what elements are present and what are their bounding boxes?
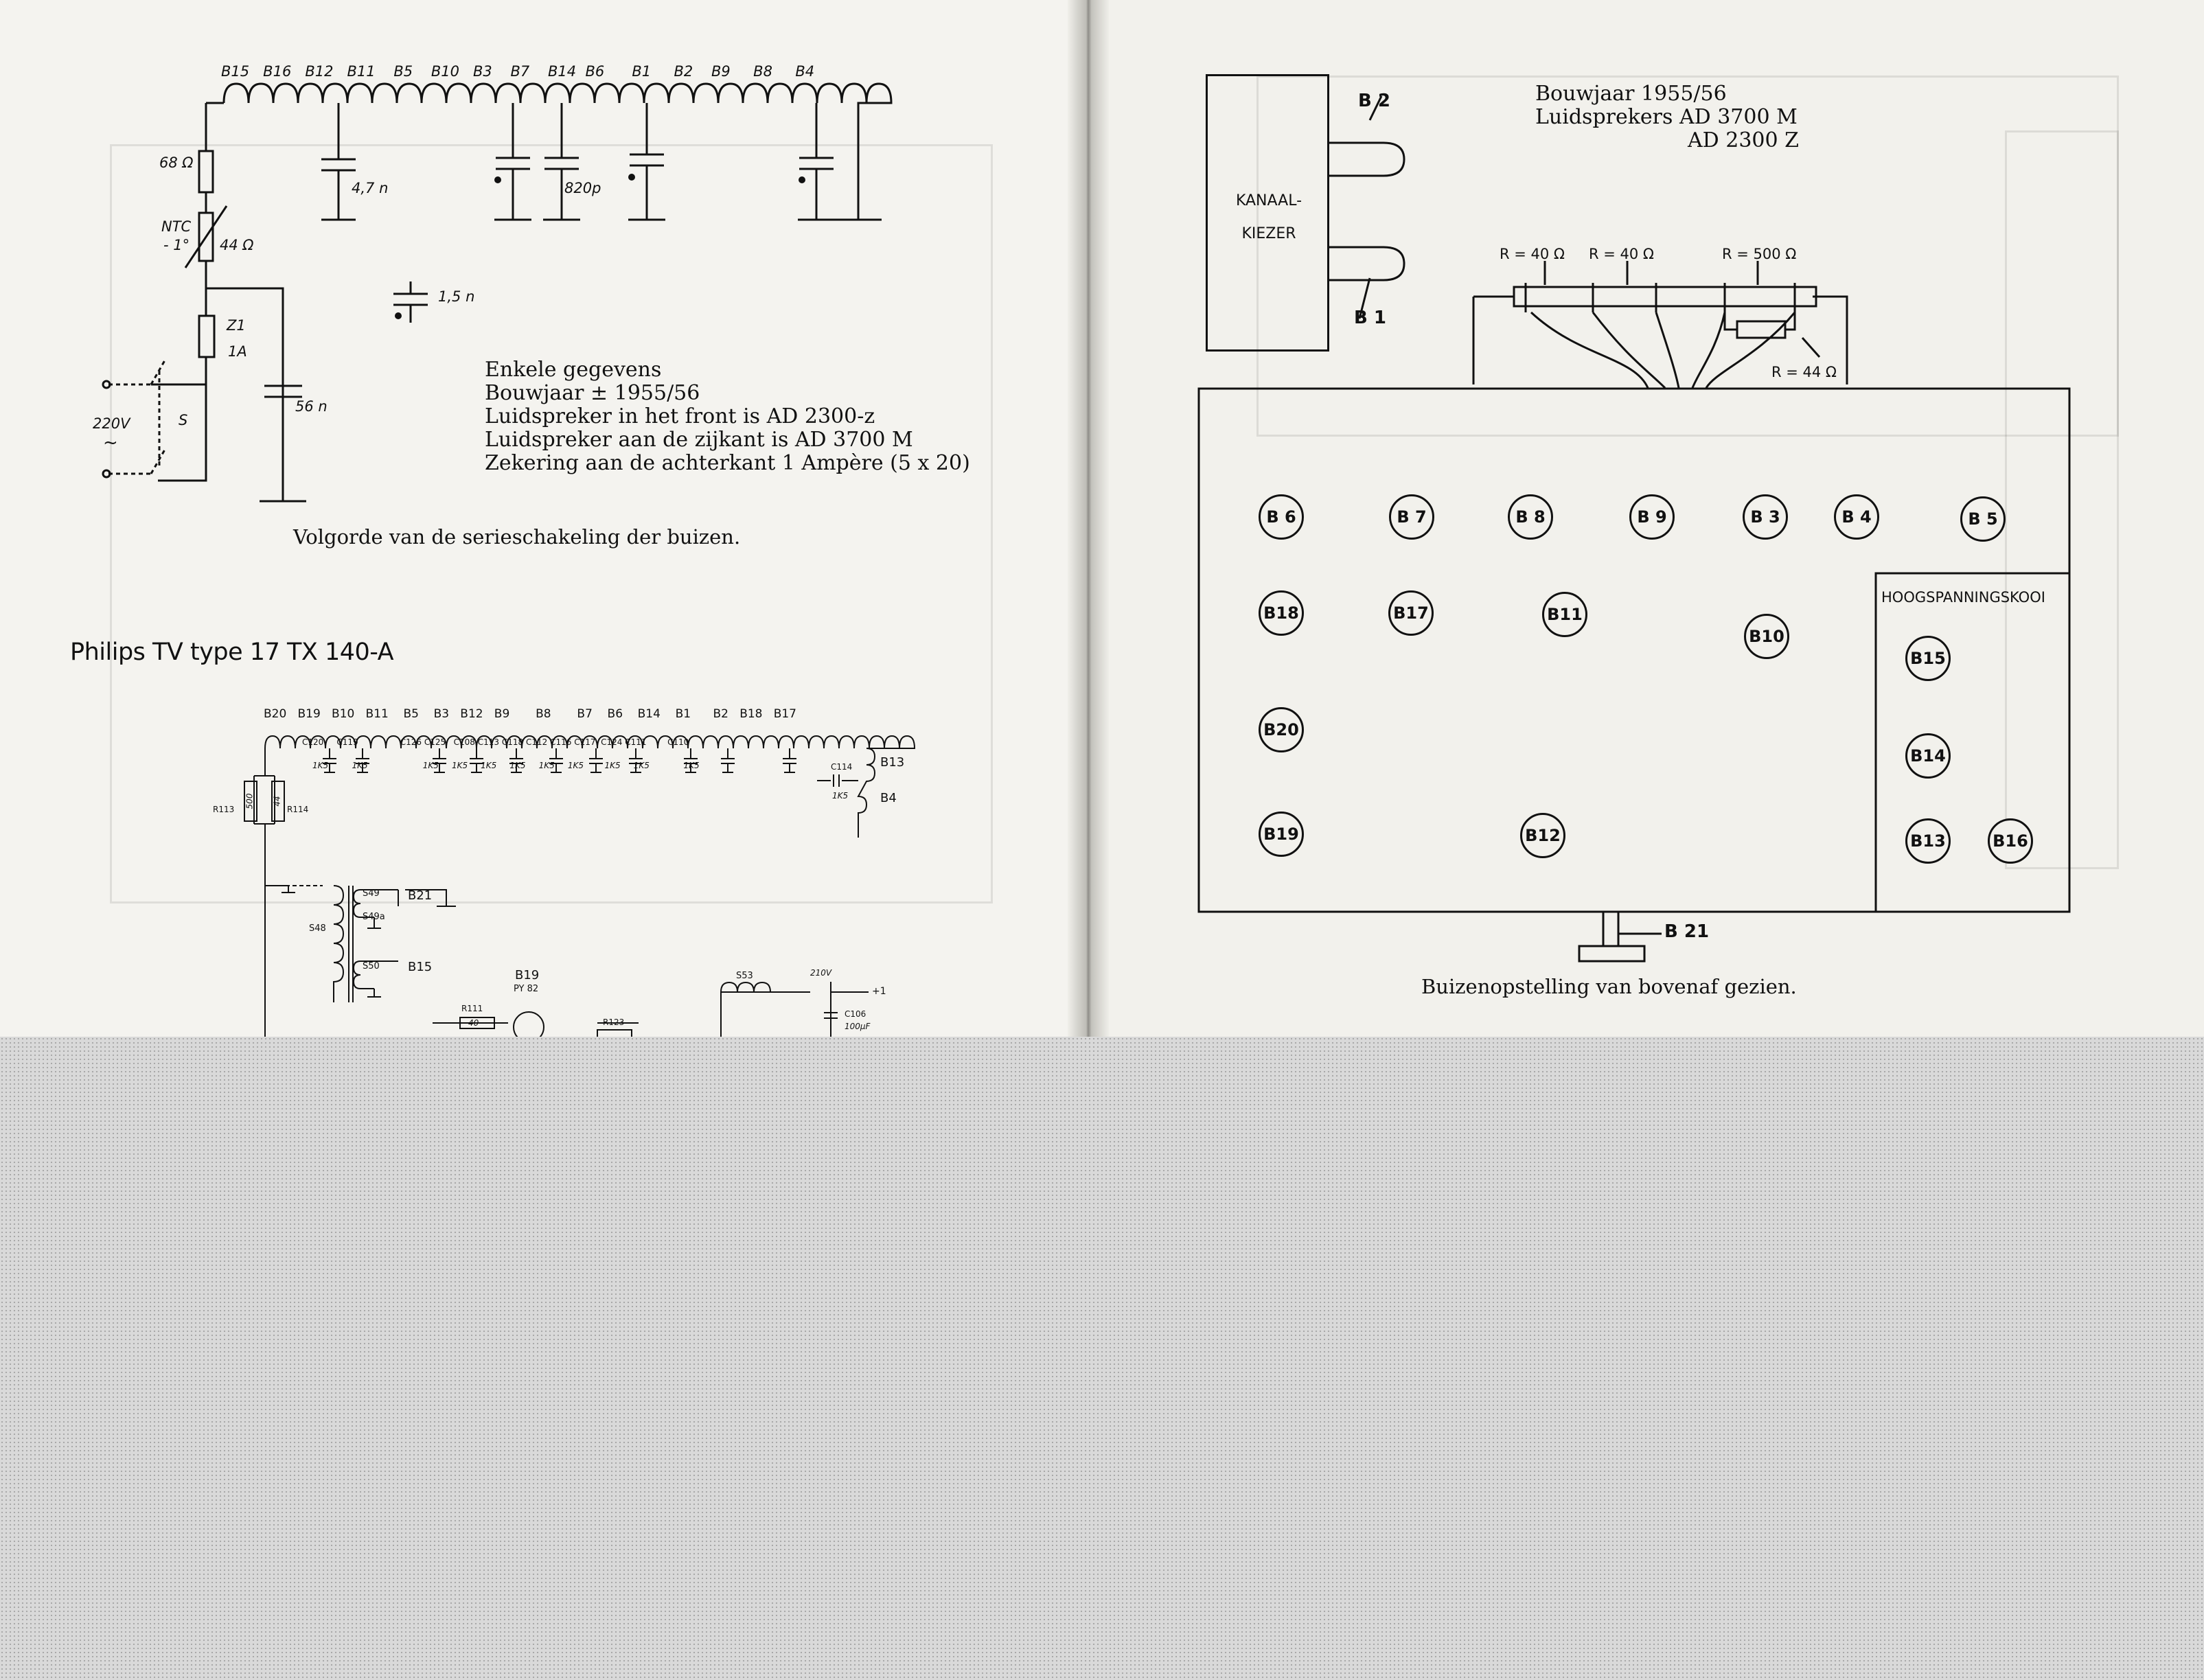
b4-label: B4	[880, 791, 897, 805]
resistor-label-2: R = 40 Ω	[1589, 246, 1654, 262]
info-speakers: Luidsprekers AD 3700 M	[1535, 105, 1798, 129]
notes-side: Luidspreker aan de zijkant is AD 3700 M	[485, 428, 913, 452]
layout-caption: Buizenopstelling van bovenaf gezien.	[1421, 975, 1797, 998]
resistor-label-3: R = 500 Ω	[1722, 246, 1797, 262]
r111-label: R111	[461, 1004, 483, 1013]
tube-b9: B 9	[1629, 494, 1675, 540]
b19-small-label: B19	[515, 968, 540, 982]
ntc-label: NTC	[161, 218, 192, 235]
tuner-box	[1206, 74, 1329, 352]
c114-value-label: 1K5	[832, 791, 849, 801]
tube-b12: B12	[1520, 813, 1565, 858]
s53-label: S53	[736, 971, 753, 981]
mains-label: 220V	[93, 415, 130, 432]
fuse-value-label: 1A	[228, 343, 247, 360]
tube-b13: B13	[1905, 818, 1951, 864]
notes-year: Bouwjaar ± 1955/56	[485, 381, 700, 405]
tube-b15: B15	[1905, 636, 1951, 681]
tuner-b2-label: B 2	[1358, 91, 1390, 111]
ntc-temp-label: - 1°	[163, 237, 190, 253]
tube-b20: B20	[1259, 707, 1304, 752]
hv-cage-label: HOOGSPANNINGSKOOI	[1881, 589, 2045, 606]
resistor-label-4: R = 44 Ω	[1771, 364, 1837, 380]
b21-small-label: B21	[408, 888, 433, 903]
s49a-label: S49a	[363, 912, 385, 922]
cap-value-row: 1K5 1K5 1K5 1K5 1K5 1K5 1K5 1K5 1K5 1K5 1K5	[312, 761, 700, 770]
info-speakers-2: AD 2300 Z	[1688, 128, 1799, 152]
hv-cage	[1876, 573, 2069, 912]
tube-label-row-2: B20 B19 B10 B11 B5 B3 B12 B9 B8 B7 B6 B14 B1 B2 B18 B17	[264, 707, 796, 721]
model-heading: Philips TV type 17 TX 140-A	[70, 638, 394, 666]
b15-small-label: B15	[408, 960, 433, 974]
r114-label: R114	[287, 805, 309, 814]
resistor-68-label: 68 Ω	[159, 154, 194, 171]
notes-fuse: Zekering aan de achterkant 1 Ampère (5 x 20)	[485, 451, 970, 475]
tube-b10: B10	[1744, 614, 1789, 659]
s48-label: S48	[309, 923, 326, 934]
c106-label: C106	[845, 1009, 866, 1019]
cap-labels-row: C120 C119 C126 C125 C108 C113 C118 C112 C116 C117 C124 C111 C110	[302, 737, 689, 747]
r114-value-label: 44	[272, 796, 282, 807]
notes-front: Luidspreker in het front is AD 2300-z	[485, 404, 875, 428]
cap-56-label: 56 n	[295, 398, 328, 415]
tube-b4: B 4	[1834, 494, 1879, 540]
b21-label: B 21	[1664, 921, 1710, 942]
tube-b11: B11	[1542, 592, 1587, 637]
r113-value-label: 500	[244, 793, 255, 809]
switch-label: S	[179, 412, 188, 428]
notes-block	[485, 358, 970, 475]
py82-label: PY 82	[514, 984, 539, 994]
tube-label-row: B15 B16 B12 B11 B5 B10 B3 B7 B14 B6 B1 B2 B9 B8 B4	[221, 63, 815, 80]
cap-820-label: 820p	[564, 180, 601, 196]
resistor-label-1: R = 40 Ω	[1500, 246, 1565, 262]
tube-b5: B 5	[1960, 496, 2006, 542]
tube-b14: B14	[1905, 733, 1951, 779]
right-info-block	[1535, 82, 1799, 152]
v210-label: 210V	[810, 968, 832, 978]
cap-47-label: 4,7 n	[352, 180, 389, 196]
cap-15-label: 1,5 n	[438, 288, 475, 305]
fuse-z1	[199, 316, 214, 357]
s49-label: S49	[363, 888, 380, 899]
series-caption: Volgorde van de serieschakeling der buizen.	[293, 525, 741, 549]
plus1-label: +1	[872, 986, 886, 997]
notes-title: Enkele gegevens	[485, 358, 662, 382]
filament-chain	[224, 84, 891, 220]
tube-b17: B17	[1388, 590, 1434, 636]
r123-label: R123	[603, 1017, 625, 1027]
resistor-bar	[1514, 287, 1816, 306]
tube-b16: B16	[1988, 818, 2033, 864]
s50-label: S50	[363, 961, 380, 971]
b13-label: B13	[880, 755, 905, 770]
tube-b8: B 8	[1508, 494, 1553, 540]
ntc-value-label: 44 Ω	[220, 237, 254, 253]
tuner-b1-label: B 1	[1354, 308, 1386, 328]
mains-ac-label: ~	[103, 433, 118, 453]
empty-canvas-area	[0, 1037, 2204, 1680]
tube-b19: B19	[1259, 812, 1304, 857]
tube-b18: B18	[1259, 590, 1304, 636]
r113-label: R113	[213, 805, 235, 814]
info-year: Bouwjaar 1955/56	[1535, 82, 1727, 106]
tube-b7: B 7	[1389, 494, 1434, 540]
tube-b6: B 6	[1259, 494, 1304, 540]
r111-value-label: 40	[468, 1018, 479, 1028]
tuner-label: KANAAL- KIEZER	[1235, 192, 1302, 242]
c114-label: C114	[831, 762, 853, 772]
resistor-68	[199, 151, 213, 192]
tube-b3: B 3	[1743, 494, 1788, 540]
fuse-label: Z1	[227, 317, 246, 334]
c106-value-label: 100µF	[845, 1022, 871, 1031]
